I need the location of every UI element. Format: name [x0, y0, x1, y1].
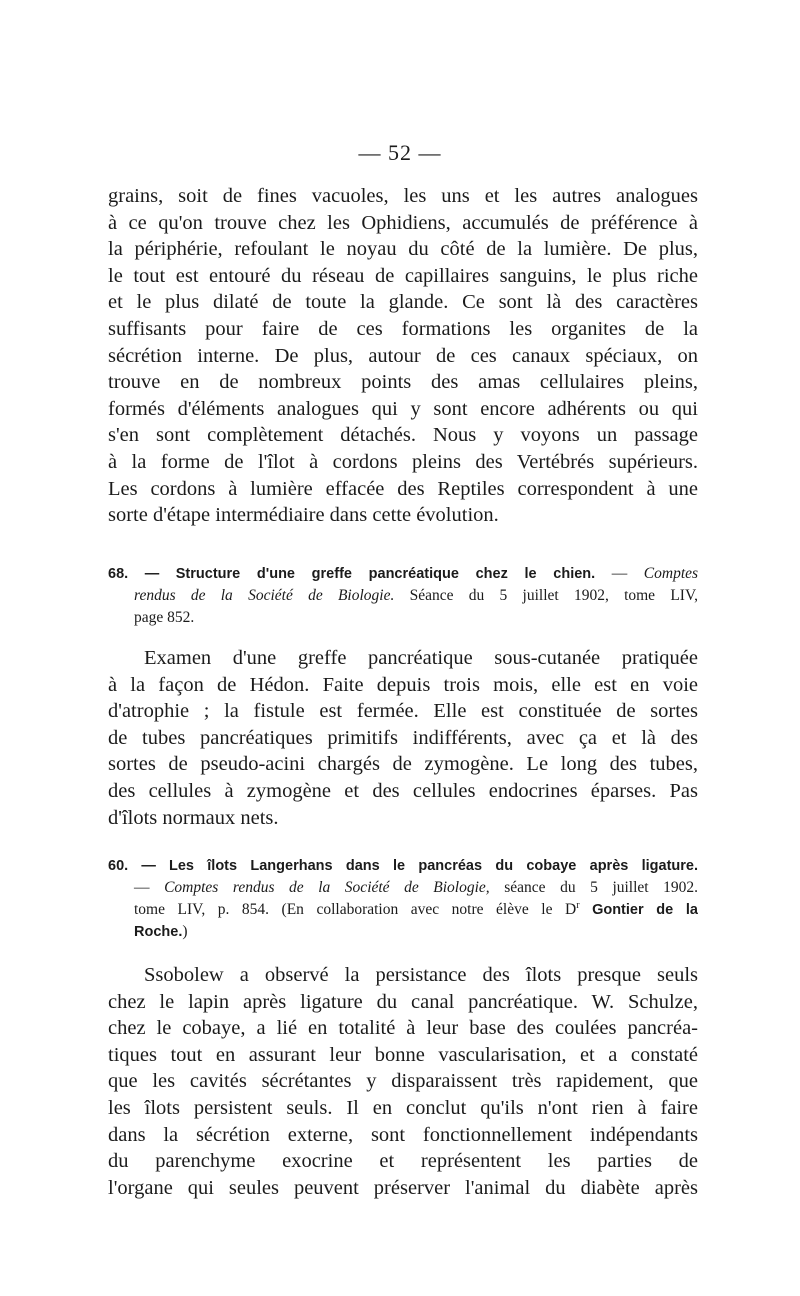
ref-journal: rendus de la Société de Biologie.	[134, 587, 395, 604]
ref-dash: —	[134, 879, 150, 896]
paragraph-ligature	[108, 962, 698, 1201]
text-line: sortes de pseudo-acini chargés de zymogène. Le long des tubes,	[108, 753, 698, 776]
text-line: sorte d'étape intermédiaire dans cette évolution.	[108, 504, 499, 527]
ref-journal: Comptes	[643, 565, 698, 582]
ref-collaborator: Roche.	[134, 924, 183, 940]
text-line: Les cordons à lumière effacée des Reptiles correspondent à une	[108, 477, 698, 500]
text-line: s'en sont complètement détachés. Nous y voyons un passage	[108, 424, 698, 447]
text-line: trouve en de nombreux points des amas cellulaires pleins,	[108, 371, 698, 394]
text-line: à ce qu'on trouve chez les Ophidiens, accumulés de préférence à	[108, 211, 698, 234]
text-line: des cellules à zymogène et des cellules endocrines éparses. Pas	[108, 779, 698, 802]
ref-paren: )	[182, 923, 188, 940]
text-line: d'îlots normaux nets.	[108, 806, 279, 829]
paragraph-continued	[108, 183, 698, 529]
ref-title: Les îlots Langerhans dans le pancréas du cobaye après ligature.	[168, 858, 698, 874]
text-line: sécrétion interne. De plus, autour de ces canaux spéciaux, on	[108, 344, 698, 367]
text-line: grains, soit de fines vacuoles, les uns et les autres analogues	[108, 185, 698, 207]
text-line: chez le cobaye, a lié en totalité à leur base des coulées pancréa-	[108, 1017, 698, 1040]
text-line: d'atrophie ; la fistule est fermée. Elle est constituée de sortes	[108, 700, 698, 723]
text-line: à la façon de Hédon. Faite depuis trois mois, elle est en voie	[108, 673, 698, 696]
text-line: le tout est entouré du réseau de capillaires sanguins, le plus riche	[108, 264, 698, 287]
text-line: formés d'éléments analogues qui y sont encore adhérents ou qui	[108, 397, 698, 420]
ref-number: 68.	[108, 566, 129, 582]
text-line: chez le lapin après ligature du canal pancréatique. W. Schulze,	[108, 990, 698, 1013]
ref-sup: r	[576, 899, 580, 911]
text-line: tiques tout en assurant leur bonne vascularisation, et a constaté	[108, 1043, 698, 1066]
paragraph-graft	[108, 645, 698, 831]
page-number: — 52 —	[358, 140, 442, 165]
ref-collaborator: Gontier de la	[592, 902, 698, 918]
text-line: et le plus dilaté de toute la glande. Ce sont là des caractères	[108, 291, 698, 314]
text-line: Examen d'une greffe pancréatique sous-cutanée pratiquée	[144, 647, 698, 669]
reference-60	[108, 855, 698, 943]
ref-collaboration: tome LIV, p. 854. (En collaboration avec notre élève le D	[134, 901, 577, 918]
text-line: que les cavités sécrétantes y disparaissent très rapidement, que	[108, 1070, 698, 1093]
ref-title: Structure d'une greffe pancréatique chez le chien.	[175, 566, 596, 582]
text-line: l'organe qui seules peuvent préserver l'animal du diabète après	[108, 1176, 698, 1199]
text-line: du parenchyme exocrine et représentent les parties de	[108, 1150, 698, 1173]
reference-68	[108, 563, 698, 629]
ref-dash: —	[141, 858, 156, 874]
text-line: dans la sécrétion externe, sont fonctionnellement indépendants	[108, 1123, 698, 1146]
ref-dash: —	[611, 565, 628, 582]
ref-dash: —	[144, 566, 160, 582]
text-line: les îlots persistent seuls. Il en conclut qu'ils n'ont rien à faire	[108, 1096, 698, 1119]
ref-details: séance du 5 juillet 1902.	[504, 879, 698, 896]
text-line: Ssobolew a observé la persistance des îlots presque seuls	[144, 964, 698, 986]
ref-number: 60.	[108, 858, 129, 874]
text-line: la périphérie, refoulant le noyau du côté de la lumière. De plus,	[108, 238, 698, 261]
ref-page: page 852.	[134, 609, 195, 626]
text-line: suffisants pour faire de ces formations les organites de la	[108, 317, 698, 340]
ref-journal: Comptes rendus de la Société de Biologie,	[164, 879, 490, 896]
ref-details: Séance du 5 juillet 1902, tome LIV,	[409, 587, 698, 604]
text-line: à la forme de l'îlot à cordons pleins des Vertébrés supérieurs.	[108, 450, 698, 473]
text-line: de tubes pancréatiques primitifs indifférents, avec ça et là des	[108, 726, 698, 749]
